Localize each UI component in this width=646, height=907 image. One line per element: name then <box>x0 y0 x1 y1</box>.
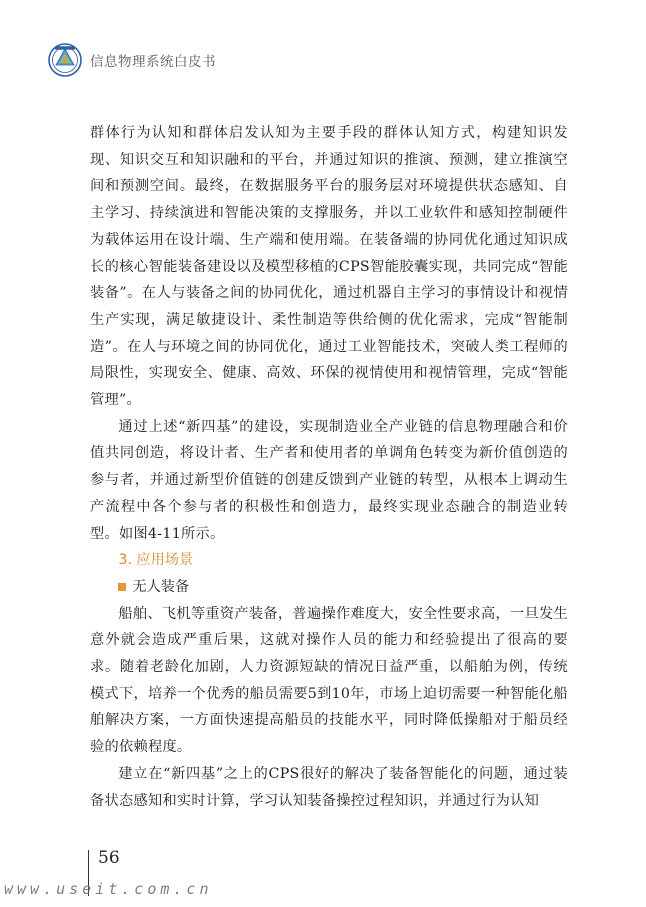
paragraph: 群体行为认知和群体启发认知为主要手段的群体认知方式，构建知识发现、知识交互和知识融和的平台，并通过知识的推演、预测，建立推演空间和预测空间。最终，在数据服务平台的服务层对环境提供状态感知、自主学习、持续演进和智能决策的支撑服务，并以工业软件和感知控制硬件为载体运用在设计端、生产端和使用端。在装备端的协同优化通过知识成长的核心智能装备建设以及模型移植的CPS智能胶囊实现，共同完成“智能装备”。在人与装备之间的协同优化，通过机器自主学习的事情设计和视情生产实现，满足敏捷设计、柔性制造等供给侧的优化需求，完成“智能制造”。在人与环境之间的协同优化，通过工业智能技术，突破人类工程师的局限性，实现安全、健康、高效、环保的视情使用和视情管理，完成“智能管理”。 <box>90 125 568 409</box>
organization-logo-icon <box>48 43 82 77</box>
paragraph: 船舶、飞机等重资产装备，普遍操作难度大，安全性要求高，一旦发生意外就会造成严重后果，这就对操作人员的能力和经验提出了很高的要求。随着老龄化加剧，人力资源短缺的情况日益严重，以船舶为例，传统模式下，培养一个优秀的船员需要5到10年，市场上迫切需要一种智能化船舶解决方案，一方面快速提高船员的技能水平，同时降低操船对于船员经验的依赖程度。 <box>90 605 568 756</box>
section-heading: 3. 应用场景 <box>118 552 194 569</box>
page-header <box>48 42 216 78</box>
page-body <box>90 120 568 814</box>
page-number: 56 <box>98 848 120 868</box>
subsection-heading <box>90 574 568 601</box>
watermark: www.useit.com.cn <box>4 880 213 898</box>
paragraph: 建立在“新四基”之上的CPS很好的解决了装备智能化的问题，通过装备状态感知和实时计算，学习认知装备操控过程知识，并通过行为认知 <box>90 765 568 809</box>
square-bullet-icon <box>118 583 126 591</box>
subsection-title: 无人装备 <box>132 578 190 595</box>
paragraph: 通过上述“新四基”的建设，实现制造业全产业链的信息物理融合和价值共同创造，将设计者、生产者和使用者的单调角色转变为新价值创造的参与者，并通过新型价值链的创建反馈到产业链的转型，从根本上调动生产流程中各个参与者的积极性和创造力，最终实现业态融合的制造业转型。如图4-11所示。 <box>90 418 568 542</box>
publication-title: 信息物理系统白皮书 <box>90 54 216 70</box>
